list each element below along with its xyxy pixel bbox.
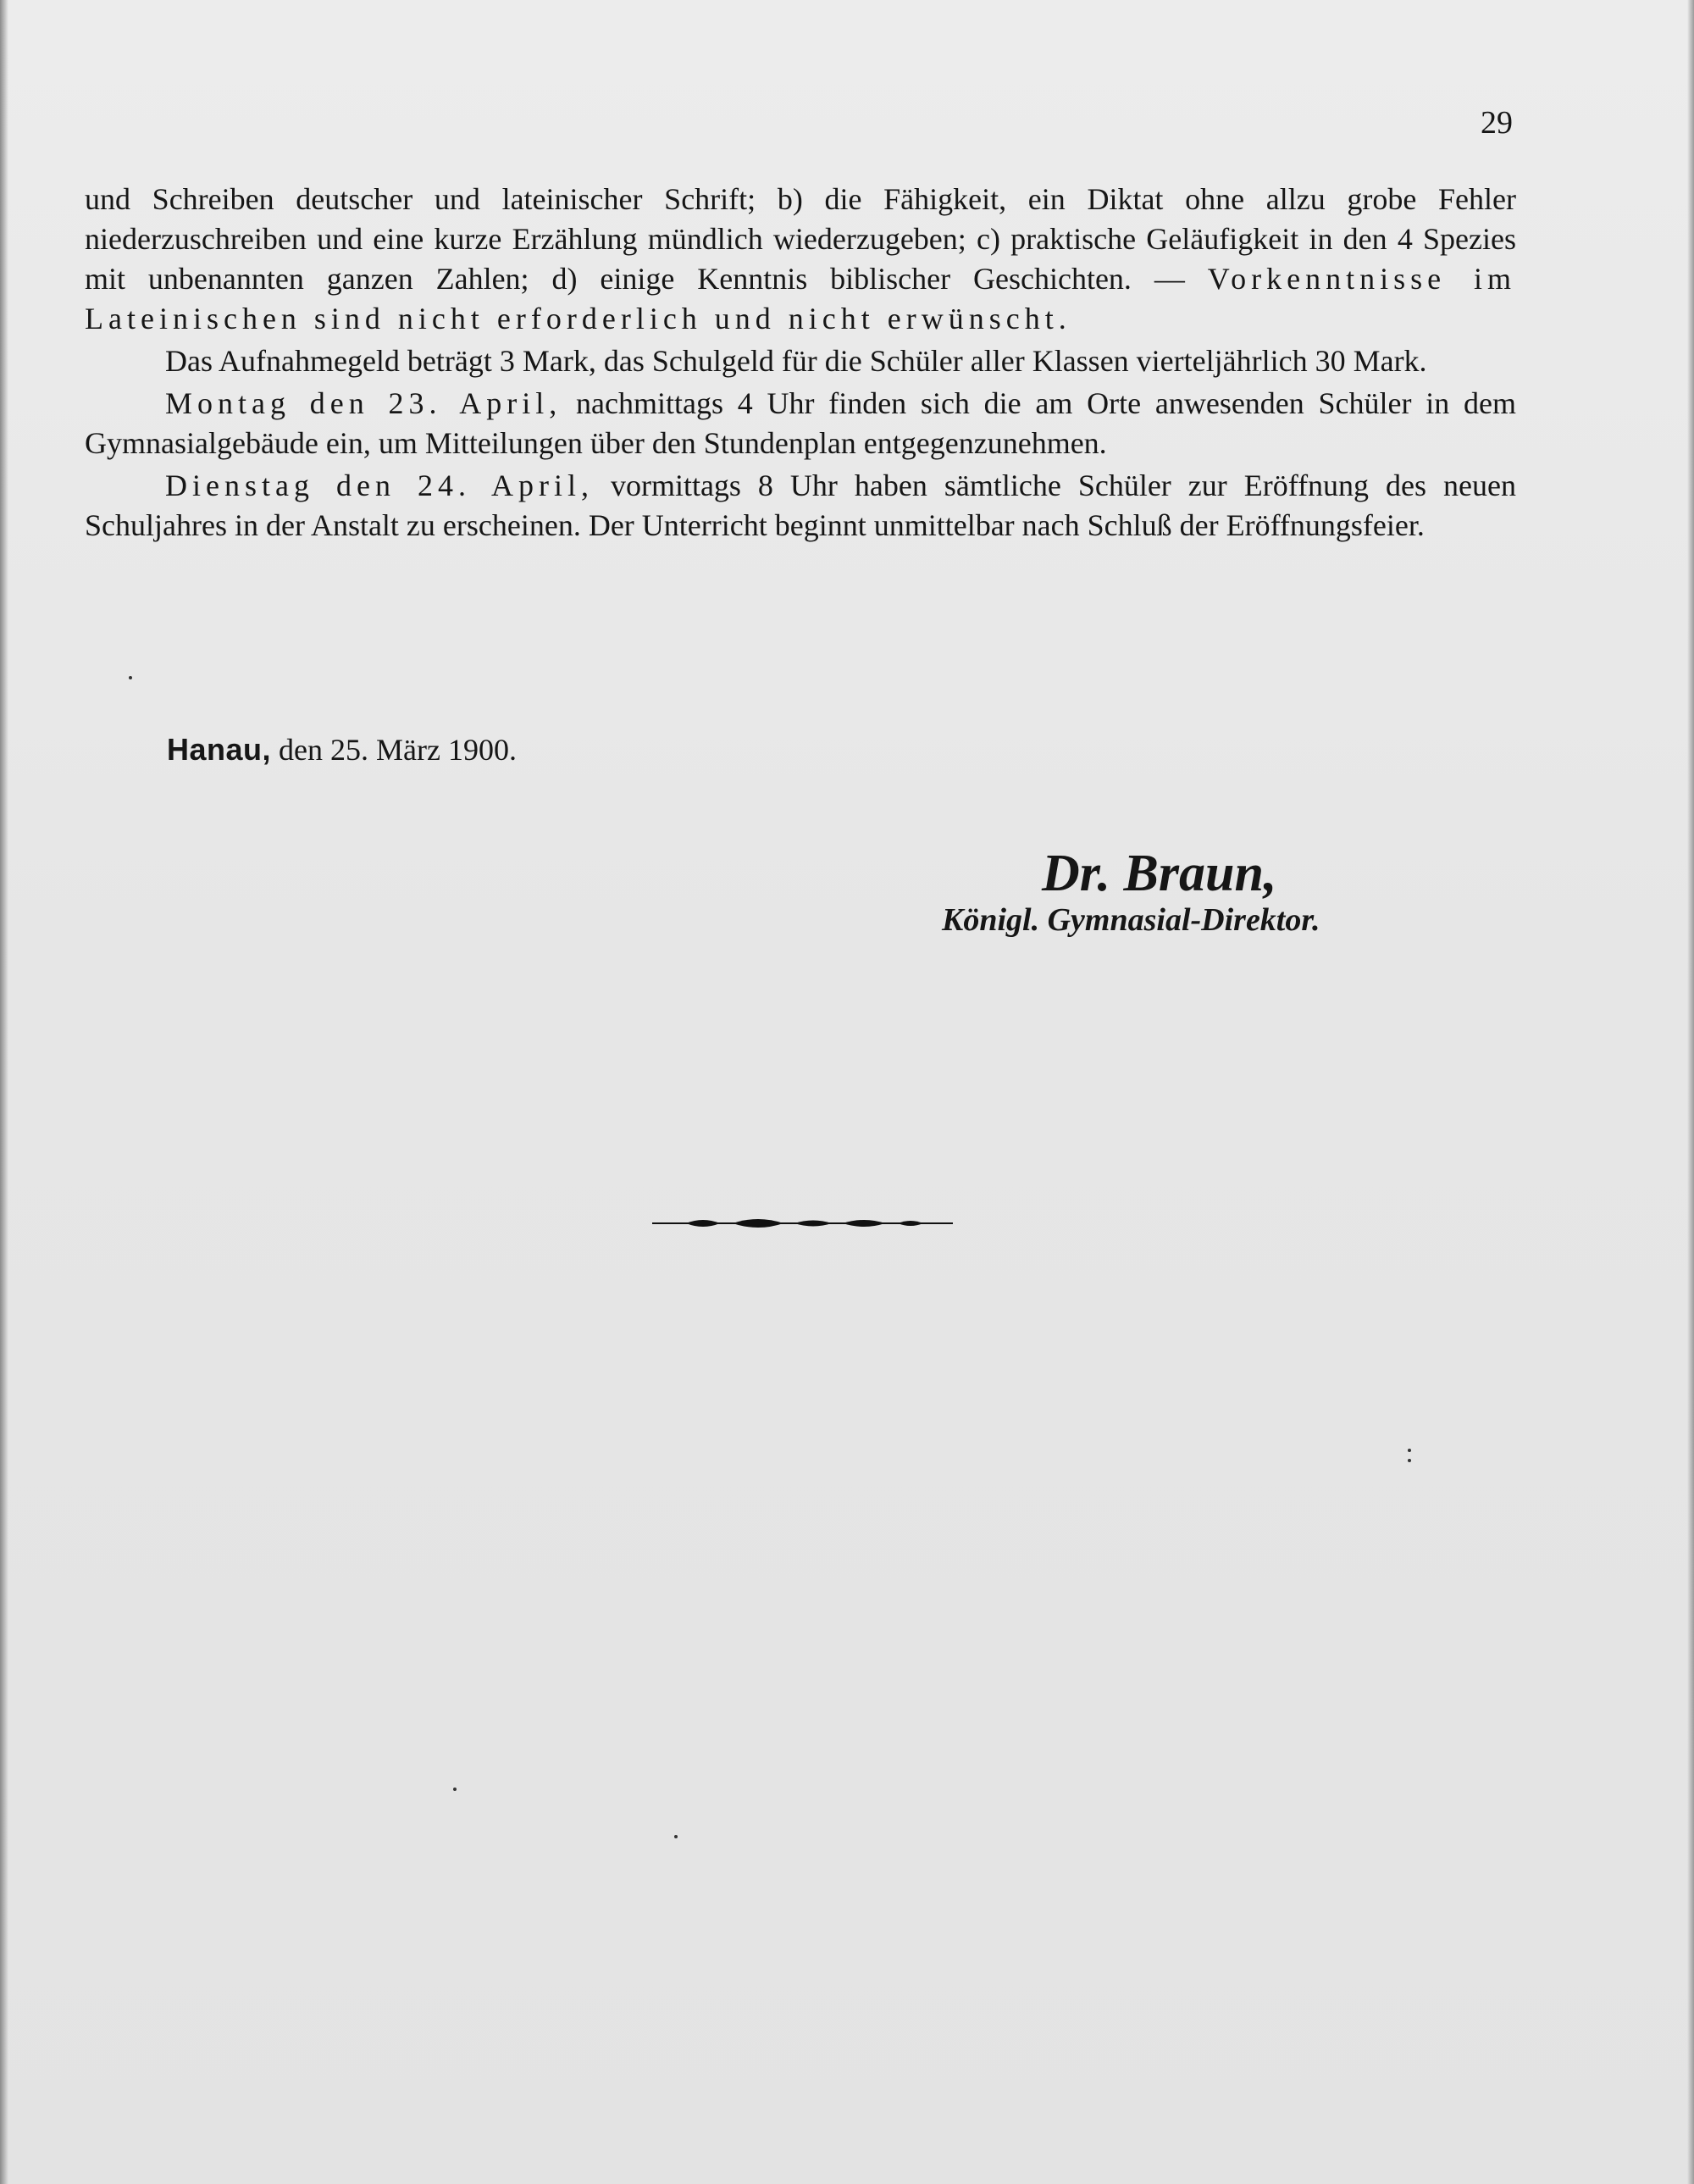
paper-speck [1408, 1459, 1411, 1462]
paragraph-admission-requirements [85, 180, 1516, 339]
ornament-divider [652, 1213, 953, 1233]
page-number: 29 [1481, 105, 1513, 141]
signature-name: Dr. Braun, [1042, 845, 1277, 902]
date-text: den 25. März 1900. [271, 733, 517, 767]
requirements-text: und Schreiben deutscher und lateinischer Schrift; b) die Fähigkeit, ein Diktat ohne allzu grobe Fehler niederzuschreiben und eine kurze Erzählung mündlich wiederzugeben; c) praktische Geläufigkeit in den 4 Spezies mit unbenannten ganzen Zahlen; d) einige Kenntnis biblischer Geschichten. — [85, 182, 1516, 296]
page-edge-right [1687, 0, 1694, 2184]
body-text [85, 180, 1516, 548]
latin-note: Vorkenntnisse im Lateinischen sind nicht erforderlich und nicht erwünscht. [85, 262, 1516, 335]
paper-speck [129, 676, 132, 679]
signature-title: Königl. Gymnasial-Direktor. [942, 902, 1320, 938]
paper-speck [453, 1788, 457, 1791]
place-date-line [167, 730, 517, 769]
tuesday-text: vormittags 8 Uhr haben sämtliche Schüler zur Eröffnung des neuen Schuljahres in der Anstalt zu erscheinen. Der Unterricht beginnt unmittelbar nach Schluß der Eröffnungsfeier. [85, 468, 1516, 542]
place-name: Hanau, [167, 732, 272, 767]
paragraph-tuesday [85, 466, 1516, 546]
page-edge-left [0, 0, 8, 2184]
tuesday-date: Dienstag den 24. April, [165, 468, 594, 502]
monday-text: nachmittags 4 Uhr finden sich die am Orte anwesenden Schüler in dem Gymnasialgebäude ein, um Mitteilungen über den Stundenplan entgegenzunehmen. [85, 386, 1516, 460]
paper-speck [1408, 1449, 1411, 1452]
monday-date: Montag den 23. April, [165, 386, 562, 420]
paper-speck [674, 1835, 678, 1838]
paragraph-monday [85, 384, 1516, 463]
paragraph-fees: Das Aufnahmegeld beträgt 3 Mark, das Schulgeld für die Schüler aller Klassen vierteljährlich 30 Mark. [165, 344, 1427, 378]
